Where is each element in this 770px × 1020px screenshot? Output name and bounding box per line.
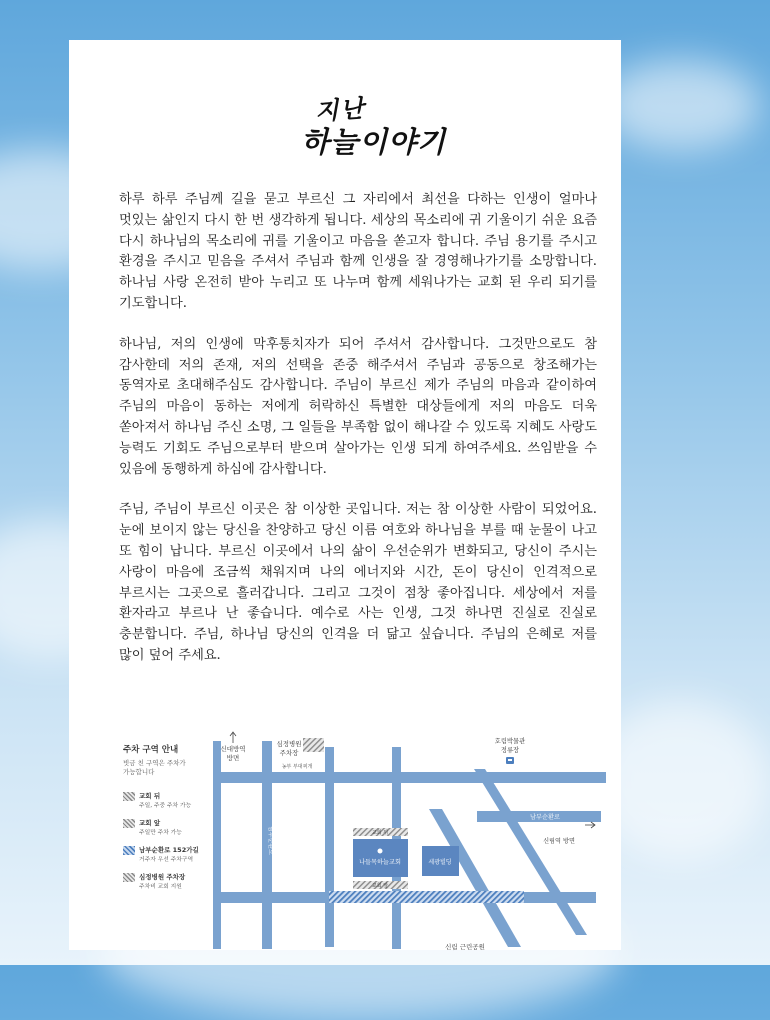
label-museum-2: 정류장 [500,747,520,754]
legend-item-sub: 주차비 교회 지원 [139,884,182,890]
paragraph-3: 주님, 주님이 부르신 이곳은 참 이상한 곳입니다. 저는 참 이상한 사람이 되었어요. 눈에 보이지 않는 당신을 찬양하고 당신 이름 여호와 하나님을 부를 때 눈물이 나고 또 힘이 납니다. 부르신 이곳에서 나의 삶이 우선순위가 변화되고, 당신이 주시는 사랑이 마음에 조금씩 채워지며 나의 에너지와 시간, 돈이 당신이 인격적으로 부르시는 그곳으로 흘러갑니다. 그리고 그것이 점창 좋아집니다. 세상에서 저를 환자라고 부르나 난 좋습니다. 예수로 사는 인생, 그것 하나면 진실로 진실로 충분합니다. 주님, 하나님 당신의 인격을 더 닮고 싶습니다. 주님의 은혜로 저를 많이 덮어 주세요. [119,502,597,663]
label-hospital-2: 주차장 [279,749,299,757]
label-front-church: 교회 앞 [371,883,389,889]
parking-map [117,721,617,951]
road-left-edge [213,741,221,949]
title-logo [301,90,447,170]
label-sillim-park: 신림 근린공원 [445,943,485,951]
legend-item-title: 심정병원 주차장 [139,873,186,881]
label-behind-church: 교회 뒤 [371,830,389,836]
label-museum-1: 호림박물관 [494,738,526,745]
logo-line-1: 지난 [314,93,367,126]
lot-hospital [303,738,324,752]
label-nambu-vertical: 남부순환로 [267,826,274,855]
lot-resident [329,891,524,903]
legend-note: 빗금 친 구역은 주차가 가능합니다 [123,759,186,776]
label-sindaebang-2: 방면 [226,754,240,762]
label-nambu-road: 남부순환로 [530,814,560,821]
logo-line-2: 하늘이야기 [301,125,447,159]
legend-item-title: 남부순환로 152가길 [139,846,199,854]
legend-item-title: 교회 앞 [139,819,161,827]
road-diagonal-1 [429,809,521,947]
label-hospital-1: 심정병원 [276,740,302,748]
bus-window-icon [508,759,512,761]
church-building [353,839,408,877]
legend-item-sub: 주일, 주중 주차 가능 [139,803,192,809]
road-top [221,772,606,783]
legend-title: 주차 구역 안내 [123,745,179,755]
body-text [119,190,597,687]
label-sindaebang-1: 신대방역 [220,745,246,753]
map-drawing [117,721,617,951]
label-sillim-station: 신림역 방면 [543,838,575,845]
label-sekwang: 세광빌딩 [428,859,452,866]
label-nongbu: 농부 부대찌개 [281,764,313,770]
page-sheet [69,40,621,950]
paragraph-2: 하나님, 저의 인생에 막후통치자가 되어 주셔서 감사합니다. 그것만으로도 참 감사한데 저의 존재, 저의 선택을 존중 해주셔서 주님과 공동으로 창조해가는 동역자로 초대해주심도 감사합니다. 주님이 부르신 제가 주님의 마음과 같이하여 주님의 마음이 동하는 저에게 허락하신 특별한 대상들에게 저의 마음도 더욱 쏟아져서 하나님 주신 소명, 그 일들을 부족함 없이 해나갈 수 있도록 지혜도 사랑도 능력도 기회도 주님으로부터 받으며 살아가는 인생 되게 하여주세요. 쓰임받을 수 있음에 동행하게 하심에 감사합니다. [119,336,597,477]
legend-item-title: 교회 뒤 [139,792,161,800]
road-vertical-2 [325,747,334,947]
paragraph-1: 하루 하루 주님께 길을 묻고 부르신 그 자리에서 최선을 다하는 인생이 얼마나 멋있는 삶인지 다시 한 번 생각하게 됩니다. 세상의 목소리에 귀 기울이기 쉬운 요즘 다시 하나님의 목소리에 귀를 기울이고 마음을 쏟고자 합니다. 주님 용기를 주시고 환경을 주시고 믿음을 주셔서 주님과 함께 인생을 잘 경영해나가기를 소망합니다. 하나님 사랑 온전히 받아 누리고 또 나누며 함께 세워나가는 교회 된 우리 되기를 기도합니다. [119,192,597,311]
label-church: 나들목하늘교회 [359,859,401,866]
legend-item-sub: 거주자 우선 주차구역 [139,857,194,863]
church-marker [378,849,383,854]
legend-item-sub: 주일만 주차 가능 [139,830,182,836]
